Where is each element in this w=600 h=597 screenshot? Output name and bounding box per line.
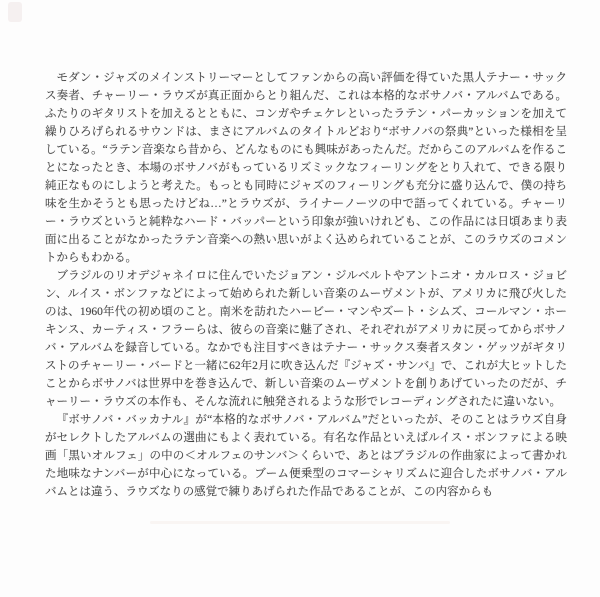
paragraph-3: 『ボサノバ・バッカナル』が“本格的なボサノバ・アルバム”だといったが、そのことはラウズ自身がセレクトしたアルバムの選曲にもよく表れている。有名な作品といえばルイス・ボンファによる映画「黒いオルフェ」の中の＜オルフェのサンバ＞くらいで、あとはブラジルの作曲家によって書かれた地味なナンバーが中心になっている。ブーム便乗型のコマーシャリズムに迎合したボサノバ・アルバムとは違う、ラウズなりの感覚で練りあげられた作品であることが、この内容からも	[45, 414, 567, 498]
paragraph-2: ブラジルのリオデジャネイロに住んでいたジョアン・ジルベルトやアントニオ・カルロス・ジョビン、ルイス・ボンファなどによって始められた新しい音楽のムーヴメントが、アメリカに飛び火したのは、1960年代の初め頃のこと。南米を訪れたハービー・マンやズート・シムズ、コールマン・ホーキンス、カーティス・フラーらは、彼らの音楽に魅了され、それぞれがアメリカに戻ってからボサノバ・アルバムを録音している。なかでも注目すべきはテナー・サックス奏者スタン・ゲッツがギタリストのチャーリー・バードと一緒に62年2月に吹き込んだ『ジャズ・サンバ』で、これが大ヒットしたことからボサノバは世界中を巻き込んで、新しい音楽のムーヴメントを創りあげていったのだが、チャーリー・ラウズの本作も、そんな流れに触発されるような形でレコーディングされたに違いない。	[45, 270, 567, 408]
scan-artifact	[150, 521, 450, 524]
scan-artifact	[8, 2, 22, 22]
paragraph-1: モダン・ジャズのメインストリーマーとしてファンからの高い評価を得ていた黒人テナー・サックス奏者、チャーリー・ラウズが真正面からとり組んだ、これは本格的なボサノバ・アルバムである。ふたりのギタリストを加えるとともに、コンガやチェケレといったラテン・パーカッションを加えて繰りひろげられるサウンドは、まさにアルバムのタイトルどおり“ボサノバの祭典”といった様相を呈している。“ラテン音楽なら昔から、どんなものにも興味があったんだ。だからこのアルバムを作ることになったとき、本場のボサノバがもっているリズミックなフィーリングをとり入れて、できる限り純正なものにしようと考えた。もっとも同時にジャズのフィーリングも充分に盛り込んで、僕の持ち味を生かそうとも思ったけどね…”とラウズが、ライナーノーツの中で語ってくれている。チャーリー・ラウズというと純粋なハード・バッパーという印象が強いけれども、この作品には日頃あまり表面に出ることがなかったラテン音楽への熱い思いがよく込められていることが、このラウズのコメントからもわかる。	[45, 72, 567, 264]
liner-notes-text	[45, 69, 567, 501]
